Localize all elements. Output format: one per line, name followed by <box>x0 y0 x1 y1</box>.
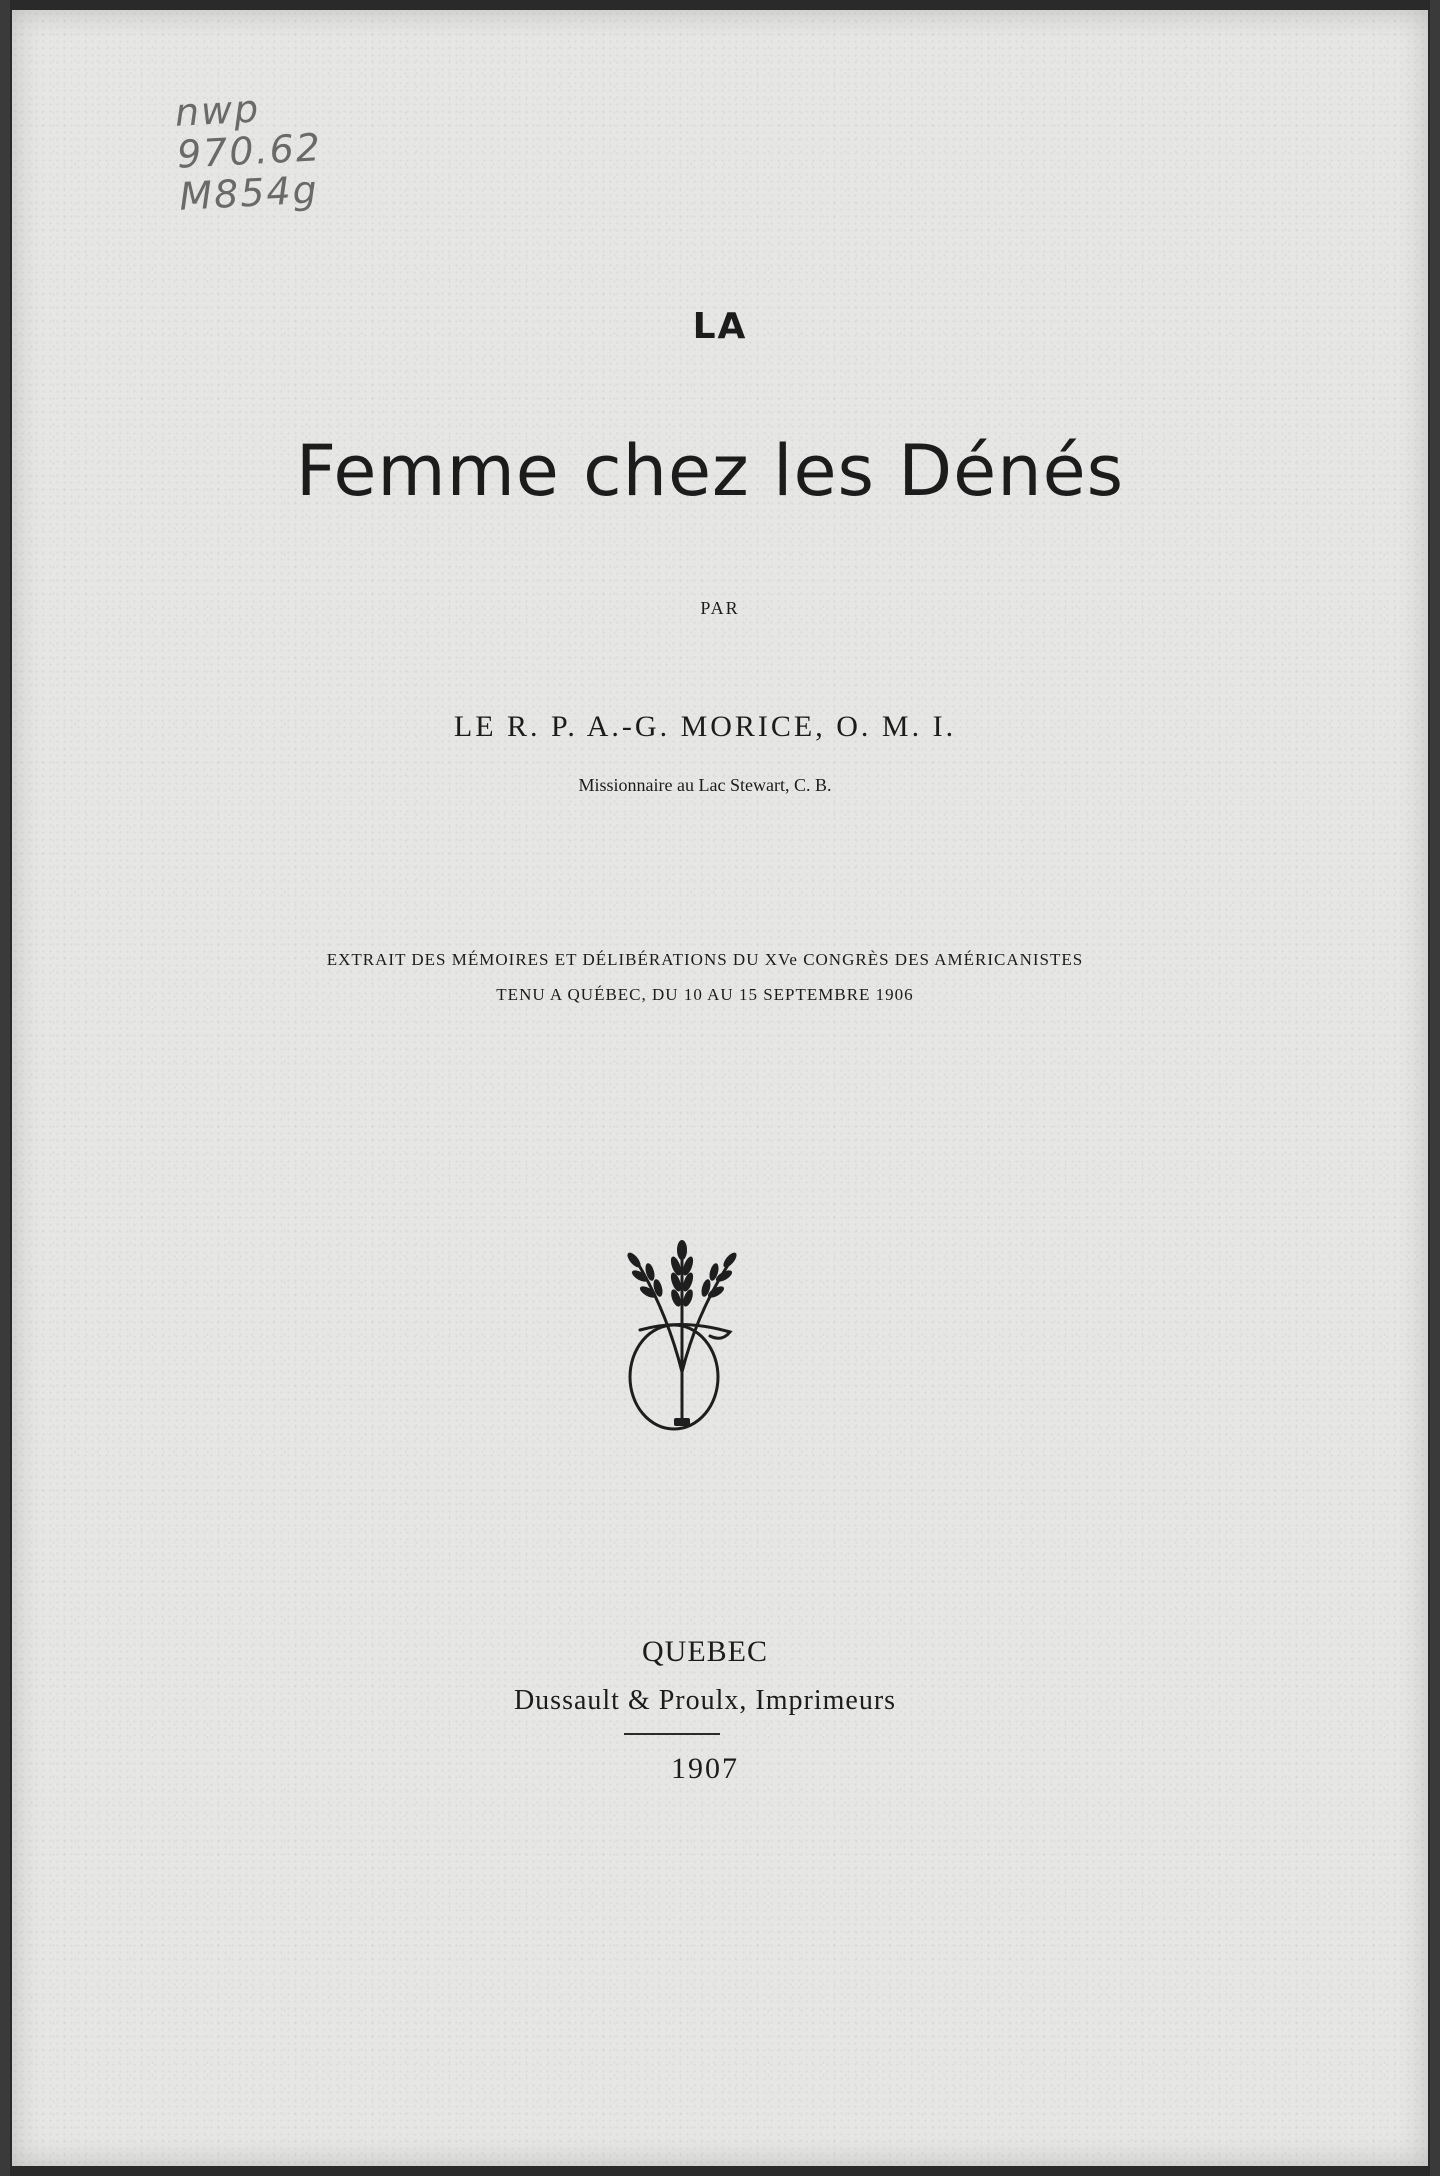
call-number-line: M854g <box>178 167 320 219</box>
title-page <box>12 10 1428 2166</box>
publication-city: QUEBEC <box>642 1635 768 1668</box>
page-edge-right <box>1430 0 1440 2176</box>
extract-note-line-1: EXTRAIT DES MÉMOIRES ET DÉLIBÉRATIONS DU XVe CONGRÈS DES AMÉRICANISTES <box>326 950 1084 969</box>
extract-note-line-2: TENU A QUÉBEC, DU 10 AU 15 SEPTEMBRE 1906 <box>496 985 914 1004</box>
author-role: Missionnaire au Lac Stewart, C. B. <box>578 775 832 795</box>
wheat-sheaf-emblem-icon <box>612 1222 752 1437</box>
call-number-line: 970.62 <box>175 125 324 177</box>
divider-rule <box>624 1733 720 1735</box>
book-title: Femme chez les Dénés <box>295 430 1125 512</box>
page-edge-left <box>0 0 10 2176</box>
by-label: PAR <box>700 598 740 618</box>
publication-year: 1907 <box>671 1752 739 1785</box>
author-name: LE R. P. A.-G. MORICE, O. M. I. <box>453 710 957 743</box>
call-number-line: nwp <box>173 86 262 135</box>
handwritten-call-number <box>174 84 325 217</box>
title-prefix: LA <box>692 306 748 347</box>
publisher-name: Dussault & Proulx, Imprimeurs <box>513 1685 897 1716</box>
